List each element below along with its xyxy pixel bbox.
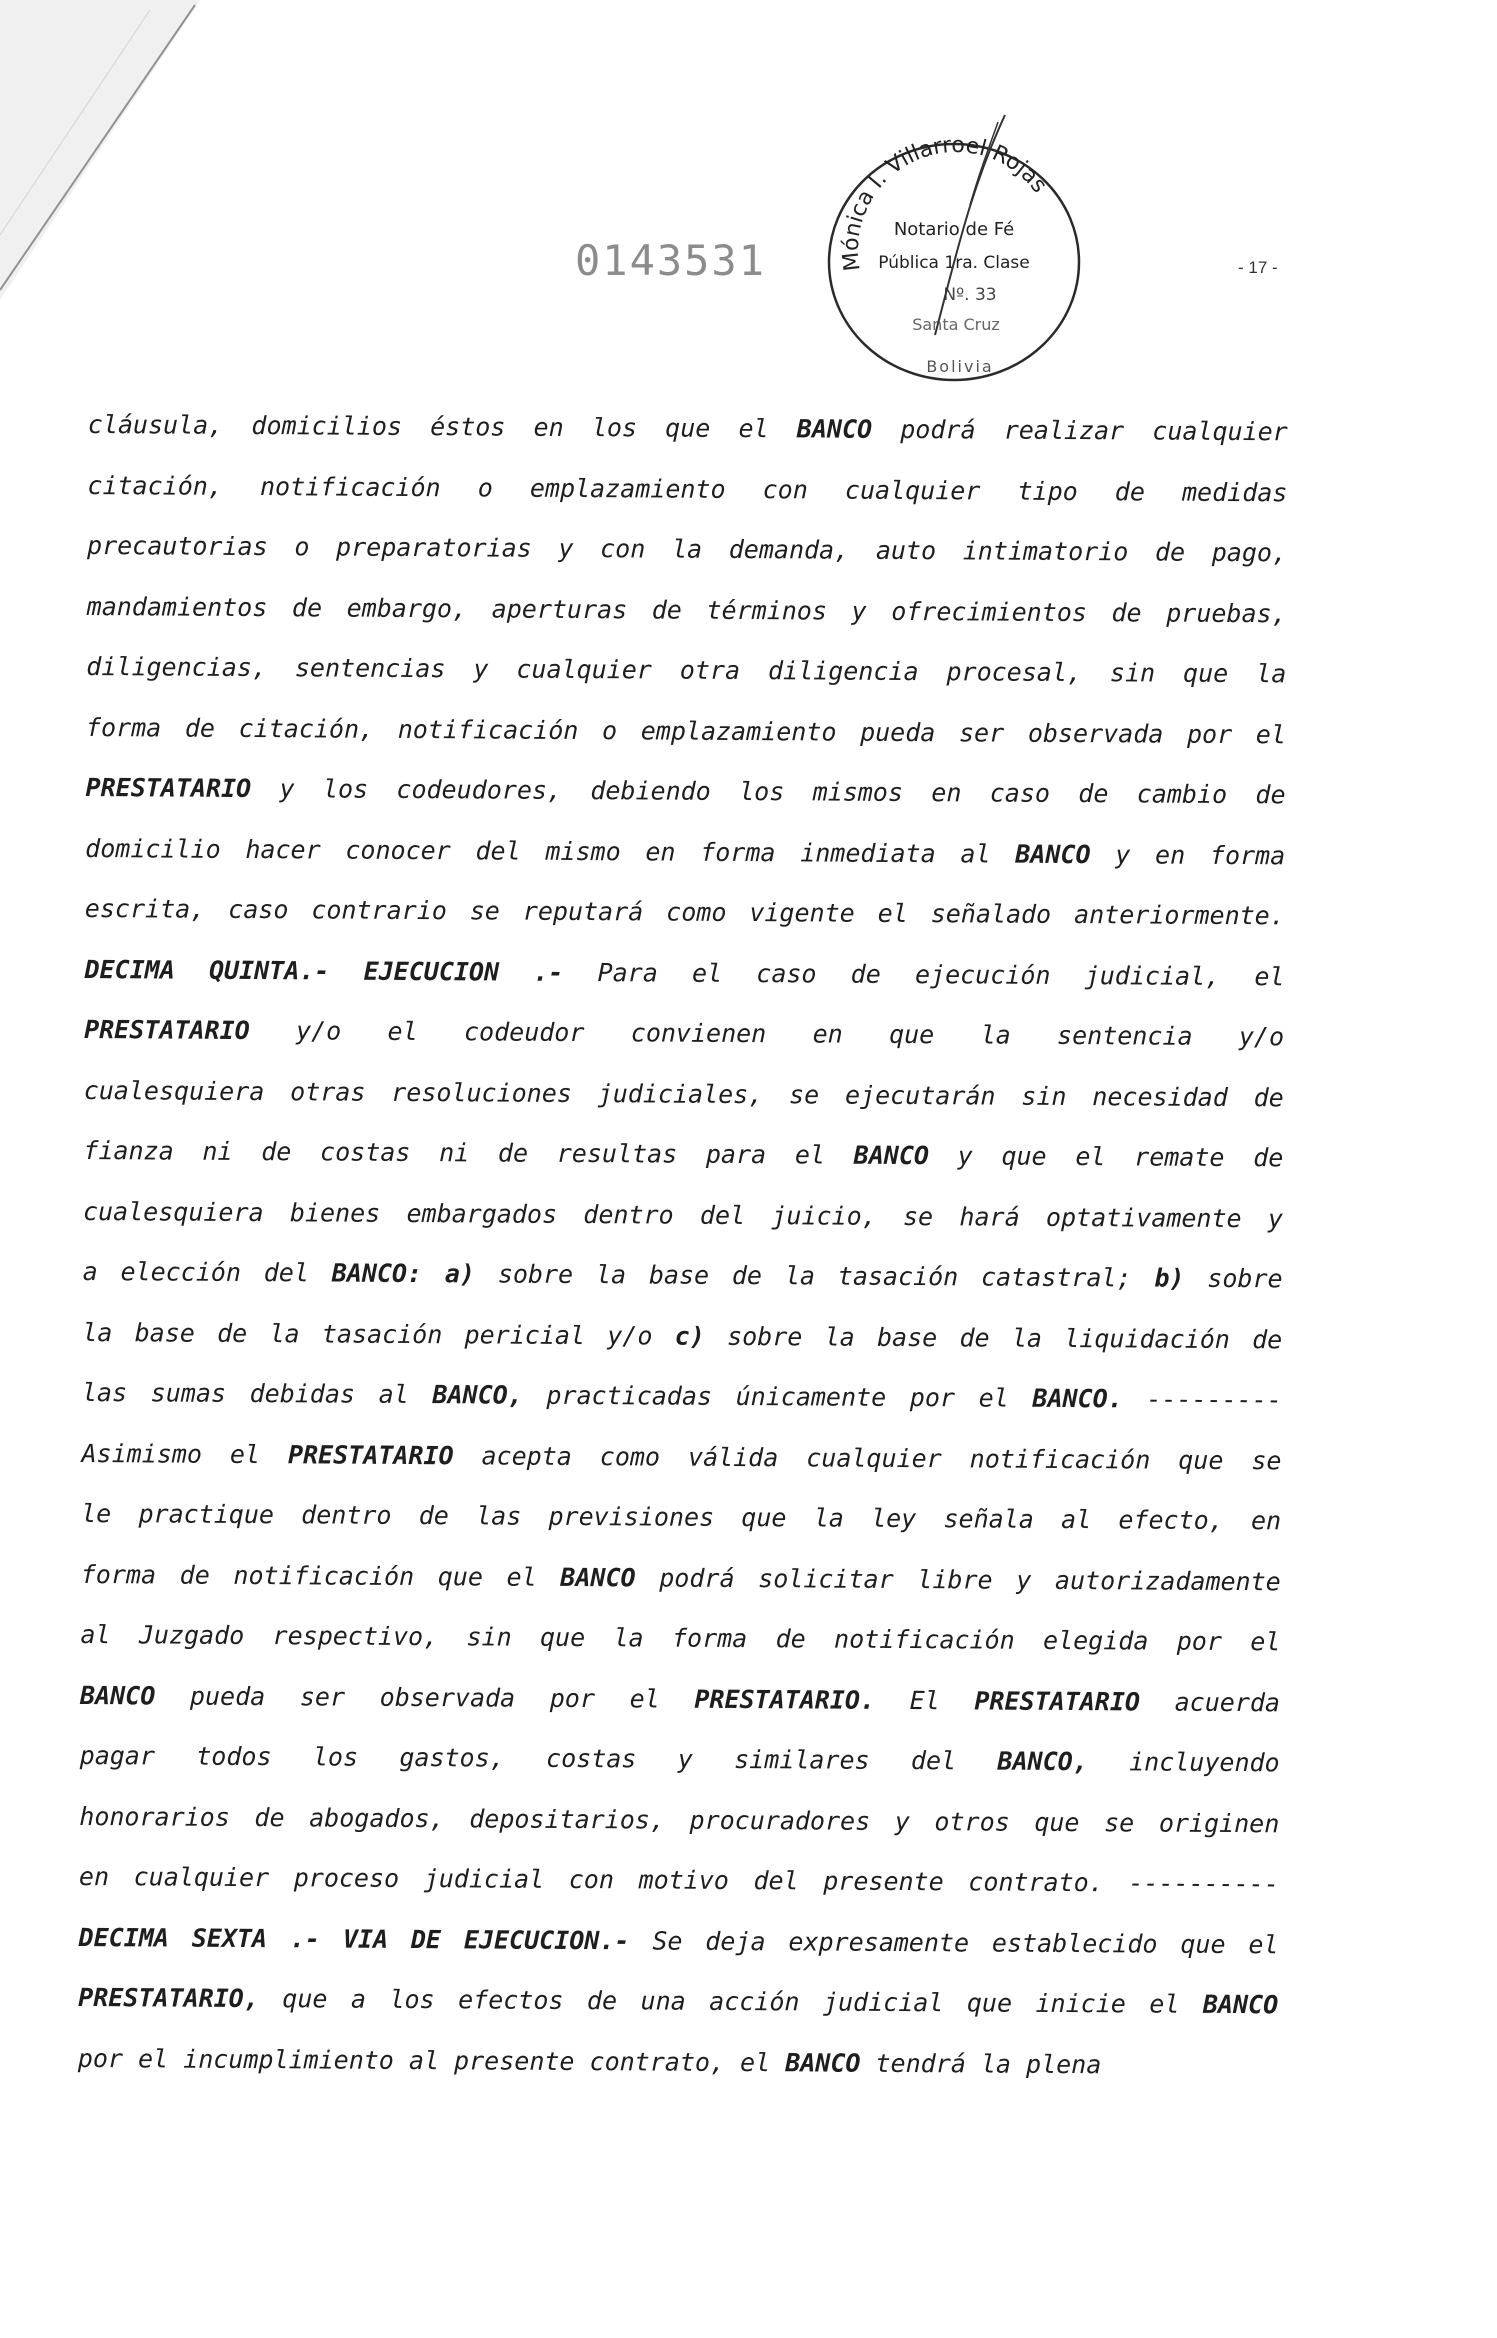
bold-term: BANCO, [432,1380,523,1410]
body-line [83,1181,1283,1249]
text-run: las sumas debidas al [81,1377,433,1410]
text-run: podrá solicitar libre y autorizadamente [635,1562,1281,1596]
text-run: cualesquiera otras resoluciones judiciales, se ejecutarán sin necesidad de [83,1075,1284,1112]
text-run: mandamientos de embargo, aperturas de términos y ofrecimientos de pruebas, [86,591,1287,628]
scan-edge-shadow [0,0,230,330]
body-line [85,818,1285,886]
body-line [78,1968,1278,2036]
seal-name-text [839,133,1052,272]
body-line [85,758,1285,826]
body-line [80,1665,1280,1733]
body-line [79,1786,1279,1854]
text-run: domicilio hacer conocer del mismo en forma inmediata al [85,833,1016,869]
text-run: la base de la tasación pericial y/o [82,1317,675,1351]
bold-term: PRESTATARIO [84,1014,250,1045]
body-line [81,1484,1281,1552]
body-line [84,939,1284,1007]
body-line [87,455,1287,523]
page-number: - 17 - [1238,258,1278,277]
bold-term: BANCO [785,2047,861,2078]
text-run: Se deja expresamente establecido que el [629,1925,1279,1959]
text-run: y/o el codeudor convienen en que la sentencia y/o [249,1015,1285,1052]
bold-term: BANCO [796,414,873,444]
text-run: fianza ni de costas ni de resultas para el [83,1135,854,1170]
text-run: podrá realizar cualquier [872,414,1288,447]
contract-body [78,395,1288,2096]
bold-term: DECIMA SEXTA .- VIA DE EJECUCION.- [78,1922,630,1955]
text-run: El [874,1685,975,1715]
body-line [82,1302,1282,1370]
body-line [87,516,1287,584]
seal-line-3: Nº. 33 [943,285,997,305]
body-line [79,1847,1279,1915]
text-run: forma de notificación que el [80,1559,561,1592]
text-run: escrita, caso contrario se reputará como vigente el señalado anteriormente. [84,893,1285,931]
text-run: Para el caso de ejecución judicial, el [563,957,1285,991]
text-run: sobre la base de la liquidación de [704,1321,1283,1354]
text-run: incluyendo [1087,1747,1280,1778]
bold-term: BANCO: a) [331,1258,476,1289]
bold-term: PRESTATARIO [85,772,252,804]
text-run: cláusula, domicilios éstos en los que el [87,409,797,444]
text-run: pagar todos los gastos, costas y similares del [79,1740,998,1776]
text-run: acuerda [1139,1686,1281,1717]
bold-term: PRESTATARIO. [694,1684,876,1715]
text-run: precautorias o preparatorias y con la demanda, auto intimatorio de pago, [86,530,1288,568]
body-line [79,1726,1279,1794]
text-run: Asimismo el [81,1438,289,1469]
body-line [81,1423,1281,1491]
text-run: al Juzgado respectivo, sin que la forma de notificación elegida por el [80,1619,1281,1657]
seal-line-4: Santa Cruz [912,315,1000,334]
bold-term: b) [1154,1263,1185,1293]
bold-term: BANCO, [997,1746,1088,1777]
bold-term: PRESTATARIO [287,1439,454,1470]
bold-term: c) [674,1321,705,1351]
text-run: a elección del [82,1256,332,1288]
text-run: y los codeudores, debiendo los mismos en caso de cambio de [251,774,1286,810]
body-line [78,2028,1278,2096]
body-line [84,1060,1284,1128]
text-run: citación, notificación o emplazamiento con cualquier tipo de medidas [87,470,1288,507]
text-run: forma de citación, notificación o emplazamiento pueda ser observada por el [85,712,1287,749]
body-line [85,879,1285,947]
text-run: le practique dentro de las previsiones que la ley señala al efecto, en [81,1498,1282,1536]
bold-term: BANCO [853,1140,930,1171]
body-line [78,1907,1278,1975]
seal-line-1: Notario de Fé [893,219,1015,240]
body-line [88,395,1288,463]
text-run: practicadas únicamente por el [522,1380,1033,1413]
body-line [80,1605,1280,1673]
bold-term: BANCO. [1032,1383,1123,1414]
body-line [82,1242,1282,1310]
body-line [81,1544,1281,1612]
document-number: 0143531 [575,236,767,285]
bold-term: DECIMA QUINTA.- EJECUCION .- [84,954,564,987]
body-line [84,1000,1284,1068]
text-run: --------- [1122,1384,1282,1415]
bold-term: BANCO [1015,839,1091,869]
seal-name: Mónica I. Villarroel Rojas [838,132,1052,273]
body-line [87,576,1287,644]
body-line [82,1363,1282,1431]
text-run: tendrá la plena [860,2048,1102,2079]
bold-term: BANCO [79,1680,156,1710]
seal-line-2: Pública 1ra. Clase [878,253,1030,273]
text-run: cualesquiera bienes embargados dentro del juicio, se hará optativamente y [82,1196,1284,1233]
body-line [86,697,1286,765]
text-run: sobre la base de la tasación catastral; [474,1259,1155,1293]
text-run: sobre [1184,1263,1283,1294]
notary-seal [820,110,1088,395]
text-run: por el incumplimiento al presente contrato, el [77,2043,786,2077]
text-run: diligencias, sentencias y cualquier otra diligencia procesal, sin que la [86,651,1287,689]
body-line [86,637,1286,705]
text-run: y en forma [1090,839,1286,870]
bold-term: BANCO [1202,1989,1279,2020]
text-run: que a los efectos de una acción judicial que inicie el [258,1984,1204,2019]
text-run: pueda ser observada por el [155,1680,695,1714]
text-run: y que el remate de [928,1141,1284,1173]
text-run: en cualquier proceso judicial con motivo del presente contrato. ---------- [78,1861,1280,1899]
text-run: honorarios de abogados, depositarios, procuradores y otros que se originen [79,1801,1280,1838]
seal-country: Bolivia [926,357,994,376]
bold-term: BANCO [560,1562,636,1592]
bold-term: PRESTATARIO, [78,1982,259,2014]
text-run: acepta como válida cualquier notificación que se [453,1440,1282,1475]
body-line [83,1121,1283,1189]
bold-term: PRESTATARIO [974,1685,1141,1716]
